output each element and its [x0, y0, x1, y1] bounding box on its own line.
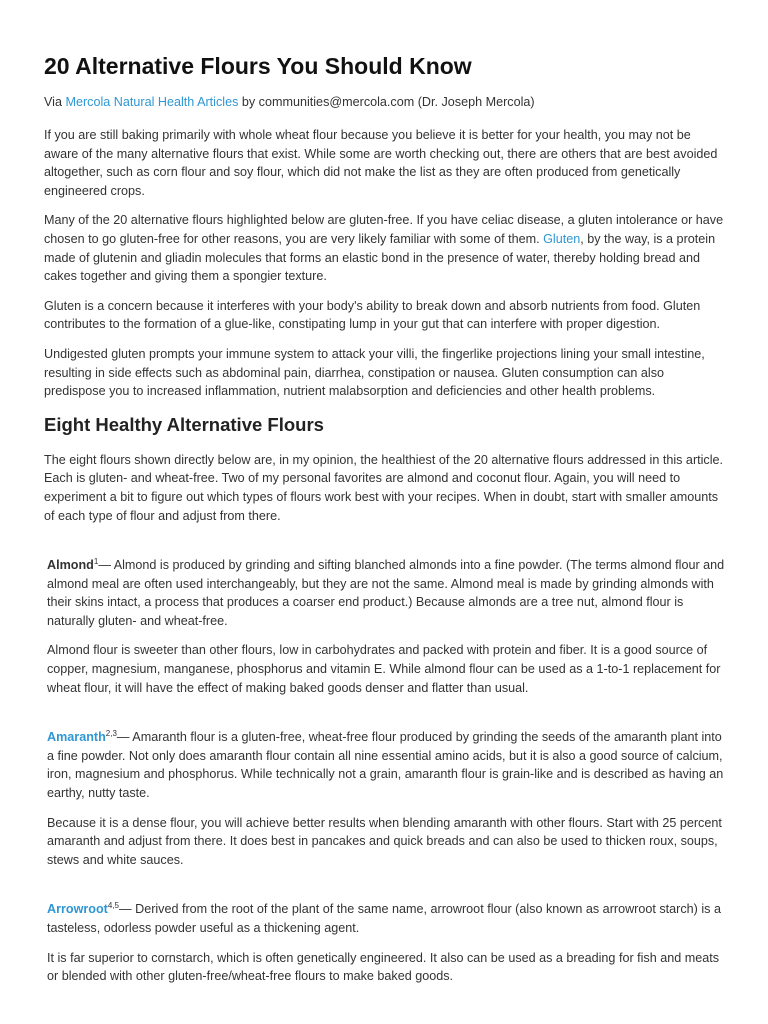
- almond-term: Almond: [47, 558, 94, 573]
- intro-paragraph-2: [44, 211, 726, 285]
- almond-description: — Almond is produced by grinding and sifting blanched almonds into a fine powder. (The terms almond flour and almond meal are often used interchangeably, but they are not the same. Almond meal is made by grinding almonds with their skins intact, a process that produces a coarser end product.) Because almonds are a tree nut, almond flour is naturally gluten- and wheat-free.: [47, 558, 725, 628]
- arrowroot-footnote: 4,5: [107, 901, 119, 911]
- arrowroot-paragraph-2: It is far superior to cornstarch, which is often genetically engineered. It also can be used as a breading for fish and meats or blended with other gluten-free/wheat-free flours to make baked goods.: [47, 950, 720, 984]
- amaranth-paragraph-1: [47, 728, 726, 802]
- intro-paragraph-1: If you are still baking primarily with whole wheat flour because you believe it is better for your health, you may not be aware of the many alternative flours that exist. While some are worth checking out, there are others that are best avoided altogether, such as corn flour and soy flour, which did not make the list as they are often produced from genetically engineered crops.: [44, 128, 718, 198]
- byline-prefix: Via: [44, 95, 66, 109]
- intro-paragraph-2-end: , by the way, is a protein made of glutenin and gliadin molecules that forms an elastic bond in the presence of water, thereby holding bread and cakes together and giving them a spongier texture.: [44, 231, 716, 284]
- entry-almond: [44, 556, 726, 697]
- source-link[interactable]: Mercola Natural Health Articles: [65, 95, 239, 109]
- section-heading: Eight Healthy Alternative Flours: [44, 413, 324, 435]
- almond-paragraph-1: [47, 556, 726, 630]
- almond-paragraph-2: Almond flour is sweeter than other flours, low in carbohydrates and packed with protein and fiber. It is a good source of copper, magnesium, manganese, phosphorus and vitamin E. While almond flour can be used as a 1-to-1 replacement for wheat flour, it will have the effect of making baked goods denser and flatter than usual.: [47, 643, 721, 695]
- amaranth-paragraph-2: Because it is a dense flour, you will achieve better results when blending amaranth with other flours. Start with 25 percent amaranth and adjust from there. It does best in pancakes and quick breads and can also be used to thicken roux, soups, stews and white sauces.: [47, 815, 722, 867]
- intro-paragraph-4: Undigested gluten prompts your immune system to attack your villi, the fingerlike projections lining your small intestine, resulting in side effects such as abdominal pain, diarrhea, constipation or nausea. Gluten consumption can also predispose you to increased inflammation, nutrient malabsorption and deficiencies and other health problems.: [44, 346, 705, 399]
- byline-author: by communities@mercola.com (Dr. Joseph Mercola): [238, 95, 535, 109]
- intro-paragraph-2-start: Many of the 20 alternative flours highlighted below are gluten-free. If you have celiac disease, a gluten intolerance or have chosen to go gluten-free for other reasons, you are very likely familiar with some of them.: [44, 213, 724, 246]
- byline: [44, 93, 726, 111]
- gluten-link[interactable]: Gluten: [543, 231, 581, 246]
- arrowroot-description: — Derived from the root of the plant of the same name, arrowroot flour (also known as arrowroot starch) is a tasteless, odorless powder useful as a thickening agent.: [47, 902, 721, 935]
- entry-arrowroot: [44, 900, 726, 985]
- amaranth-footnote: 2,3: [105, 729, 117, 739]
- almond-footnote: 1: [93, 556, 99, 566]
- intro-paragraph-3: Gluten is a concern because it interferes with your body's ability to break down and absorb nutrients from food. Gluten contributes to the formation of a glue-like, constipating lump in your gut that can interfere with proper digestion.: [44, 298, 701, 332]
- amaranth-description: — Amaranth flour is a gluten-free, wheat-free flour produced by grinding the seeds of the amaranth plant into a fine powder. Not only does amaranth flour contain all nine essential amino acids, but it is also a good source of calcium, iron, magnesium and phosphorus. While technically not a grain, amaranth flour is grain-like and is described as having an earthy, nutty taste.: [47, 730, 724, 801]
- arrowroot-link[interactable]: Arrowroot: [47, 902, 108, 917]
- amaranth-link[interactable]: Amaranth: [47, 730, 106, 745]
- entry-amaranth: [44, 728, 726, 869]
- page-title: 20 Alternative Flours You Should Know: [44, 53, 472, 79]
- arrowroot-paragraph-1: [47, 900, 726, 937]
- section-paragraph: The eight flours shown directly below are, in my opinion, the healthiest of the 20 alternative flours addressed in this article. Each is gluten- and wheat-free. Two of my personal favorites are almond and coconut flour. Again, you will need to experiment a bit to figure out which types of flours work best with your recipes. When in doubt, start with smaller amounts of each type of flour and adjust from there.: [44, 452, 724, 523]
